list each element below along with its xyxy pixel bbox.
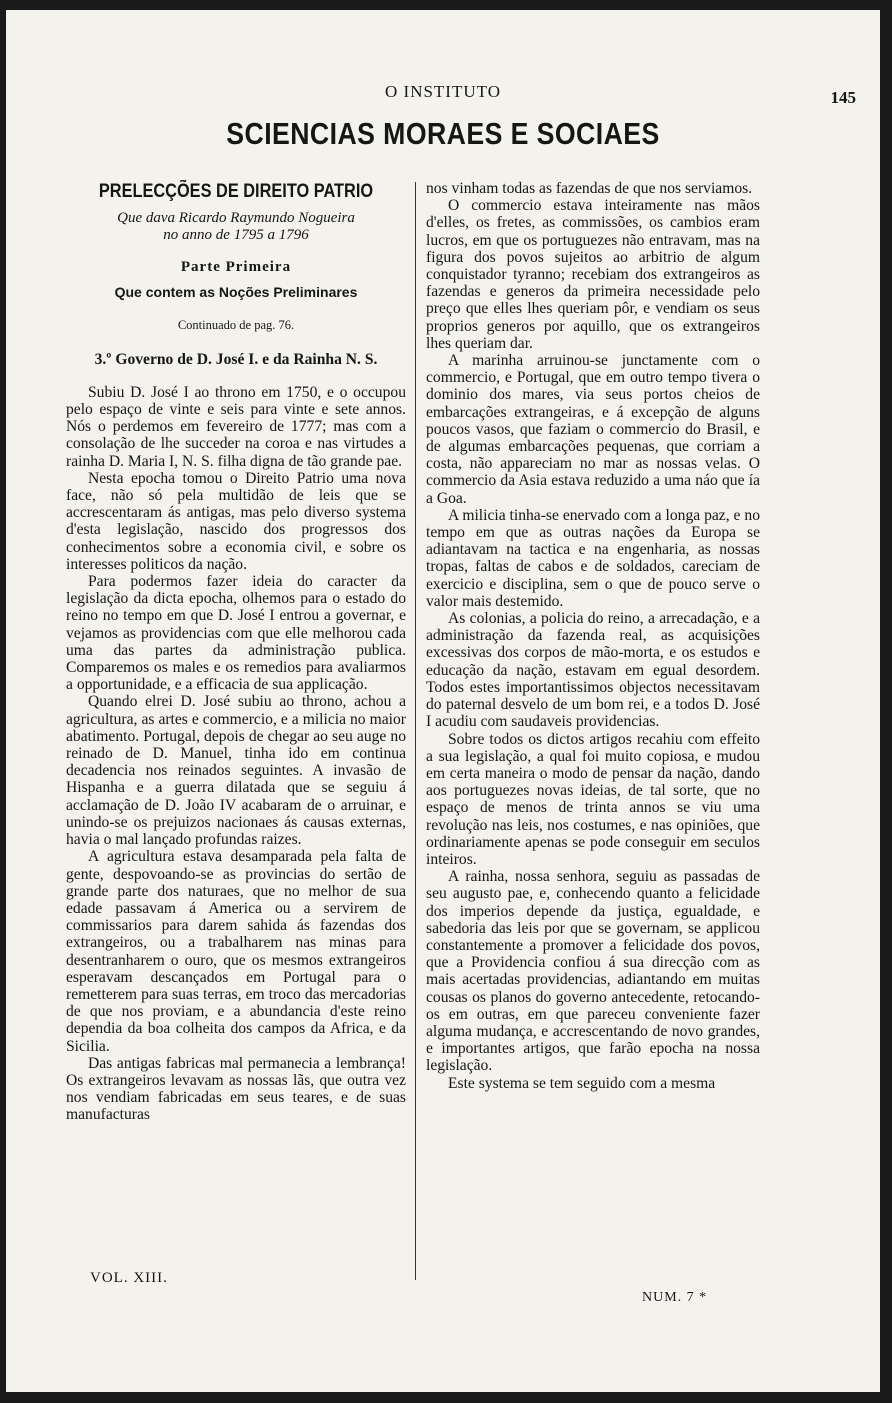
lecture-part: Parte Primeira [180,259,292,275]
volume-label: VOL. XIII. [90,1270,168,1286]
paragraph: Nesta epocha tomou o Direito Patrio uma nova face, não só pela multidão de leis que se accrescentaram ás antigas, mas pelo diverso systema d'esta legislação, nascido dos progressos dos conhecimentos sobre a economia civil, e sobre os interesses politicos da nação. [66,469,406,573]
paragraph: A agricultura estava desamparada pela falta de gente, despovoando-se as provincias do sertão de grande parte dos naturaes, que no melhor de sua edade passavam á America ou a servirem de commissarios para darem sahida ás fazendas dos extrangeiros, ou a trabalharem nas minas para desentranharem o ouro, que os mesmos extrangeiros esperavam descançados em Portugal para o remetterem para suas terras, em troco das mercadorias de que nos proviam, e a abundancia d'este reino dependia da boa colheita dos campos da Africa, e da Sicilia. [66,848,406,1055]
paragraph: Este systema se tem seguido com a mesma [448,1074,716,1092]
paragraph: O commercio estava inteiramente nas mãos d'elles, os fretes, as commissões, os cambios eram lucros, em que os portuguezes não entravam, mas na figura dos povos sujeitos ao arbitrio de algum conquistador tyranno; recebiam dos extrangeiros as fazendas e generos da primeira necessidade pelo preço que elles lhes queriam pôr, e vendiam os seus proprios generos por aquillo, que os extrangeiros lhes queriam dar. [426,197,760,352]
lecture-author-line-1: Que dava Ricardo Raymundo Nogueira [117,210,355,226]
paragraph: Para podermos fazer ideia do caracter da legislação da dicta epocha, olhemos para o estado do reino no tempo em que D. José I entrou a governar, e vejamos as providencias com que elle melhorou cada uma das partes da administração publica. Comparemos os males e os remedios para avaliarmos a opportunidade, e a efficacia de sua applicação. [66,573,406,694]
paragraph: Das antigas fabricas mal permanecia a lembrança! Os extrangeiros levavam as nossas lãs, que outra vez nos vendiam fabricadas em seus teares, e de suas manufacturas [66,1054,406,1124]
lecture-title: PRELECÇÕES DE DIREITO PATRIO [98,181,374,202]
paragraph: Sobre todos os dictos artigos recahiu com effeito a sua legislação, a qual foi muito copiosa, e mudou em certa maneira o modo de pensar da nação, dando aos portuguezes novas ideias, de tal sorte, que no espaço de menos de trinta annos se viu uma revolução nas leis, nos costumes, e nas opiniões, que ordinariamente apenas se pode conseguir em seculos inteiros. [426,730,760,868]
left-column [66,180,406,1124]
signature-mark: NUM. 7 * [642,1290,708,1305]
paragraph: As colonias, a policia do reino, a arrecadação, e a administração da fazenda real, as acquisições excessivas dos corpos de mão-morta, e os estudos e educação da nação, estavam em egual desordem. Todos estes importantissimos objectos necessitavam do paternal desvelo de um bom rei, e a todos D. José I acudiu com saudaveis providencias. [426,610,760,731]
chapter-heading: 3.º Governo de D. José I. e da Rainha N. S. [94,350,378,368]
paragraph: nos vinham todas as fazendas de que nos serviamos. [426,180,753,197]
paragraph: Subiu D. José I ao throno em 1750, e o occupou pelo espaço de vinte e seis para vinte e sete annos. Nós o perdemos em fevereiro de 1777; mas com a consolação de lhe succeder na coroa e nas virtudes a rainha D. Maria I, N. S. filha digna de tão grande pae. [66,383,406,470]
paragraph: A rainha, nossa senhora, seguiu as passadas de seu augusto pae, e, conhecendo quanto a felicidade dos imperios depende da justiça, egualdade, e sabedoria das leis por que se governam, se applicou constantemente a promover a felicidade dos povos, que a Providencia confiou á sua direcção com as mais acertadas providencias, adiantando em muitas cousas os planos do governo antecedente, retocando-os em outras, em que pareceu conveniente fazer alguma mudança, e accrescentando de novo grandes, e importantes artigos, que farão epocha na nossa legislação. [426,868,760,1075]
document-page [6,10,880,1392]
page-number: 145 [830,88,856,107]
lecture-author-line-2: no anno de 1795 a 1796 [163,227,309,243]
right-column [426,180,760,1092]
lecture-continued-note: Continuado de pag. 76. [177,318,295,333]
running-head: O INSTITUTO [385,82,501,101]
column-divider [415,182,416,1280]
paragraph: A milicia tinha-se enervado com a longa paz, e no tempo em que as outras nações da Europa se adiantavam na tactica e na engenharia, as nossas tropas, faltas de cabos e de soldados, careciam de exercicio e disciplina, sem o que de pouco serve o valor mais destemido. [426,506,760,610]
paragraph: A marinha arruinou-se junctamente com o commercio, e Portugal, que em outro tempo tivera o dominio dos mares, via seus portos cheios de embarcações extrangeiras, e á excepção de alguns poucos vasos, que faziam o commercio do Brasil, e de algumas embarcações pequenas, que corriam a costa, não appareciam no mar as nossas velas. O commercio da Asia estava reduzido a uma náo que ía a Goa. [426,352,760,507]
section-title: SCIENCIAS MORAES E SOCIAES [226,116,660,151]
lecture-contents: Que contem as Noções Preliminares [114,284,358,301]
paragraph: Quando elrei D. José subiu ao throno, achou a agricultura, as artes e commercio, e a milicia no maior abatimento. Portugal, depois de chegar ao seu auge no reinado de D. Manuel, tinha ido em continua decadencia nos reinados seguintes. A invasão de Hispanha e a guerra dilatada que se seguiu á acclamação de D. João IV acabaram de o arruinar, e unindo-se os prejuizos nacionaes ás causas externas, havia o mal lançado profundas raizes. [66,693,406,849]
